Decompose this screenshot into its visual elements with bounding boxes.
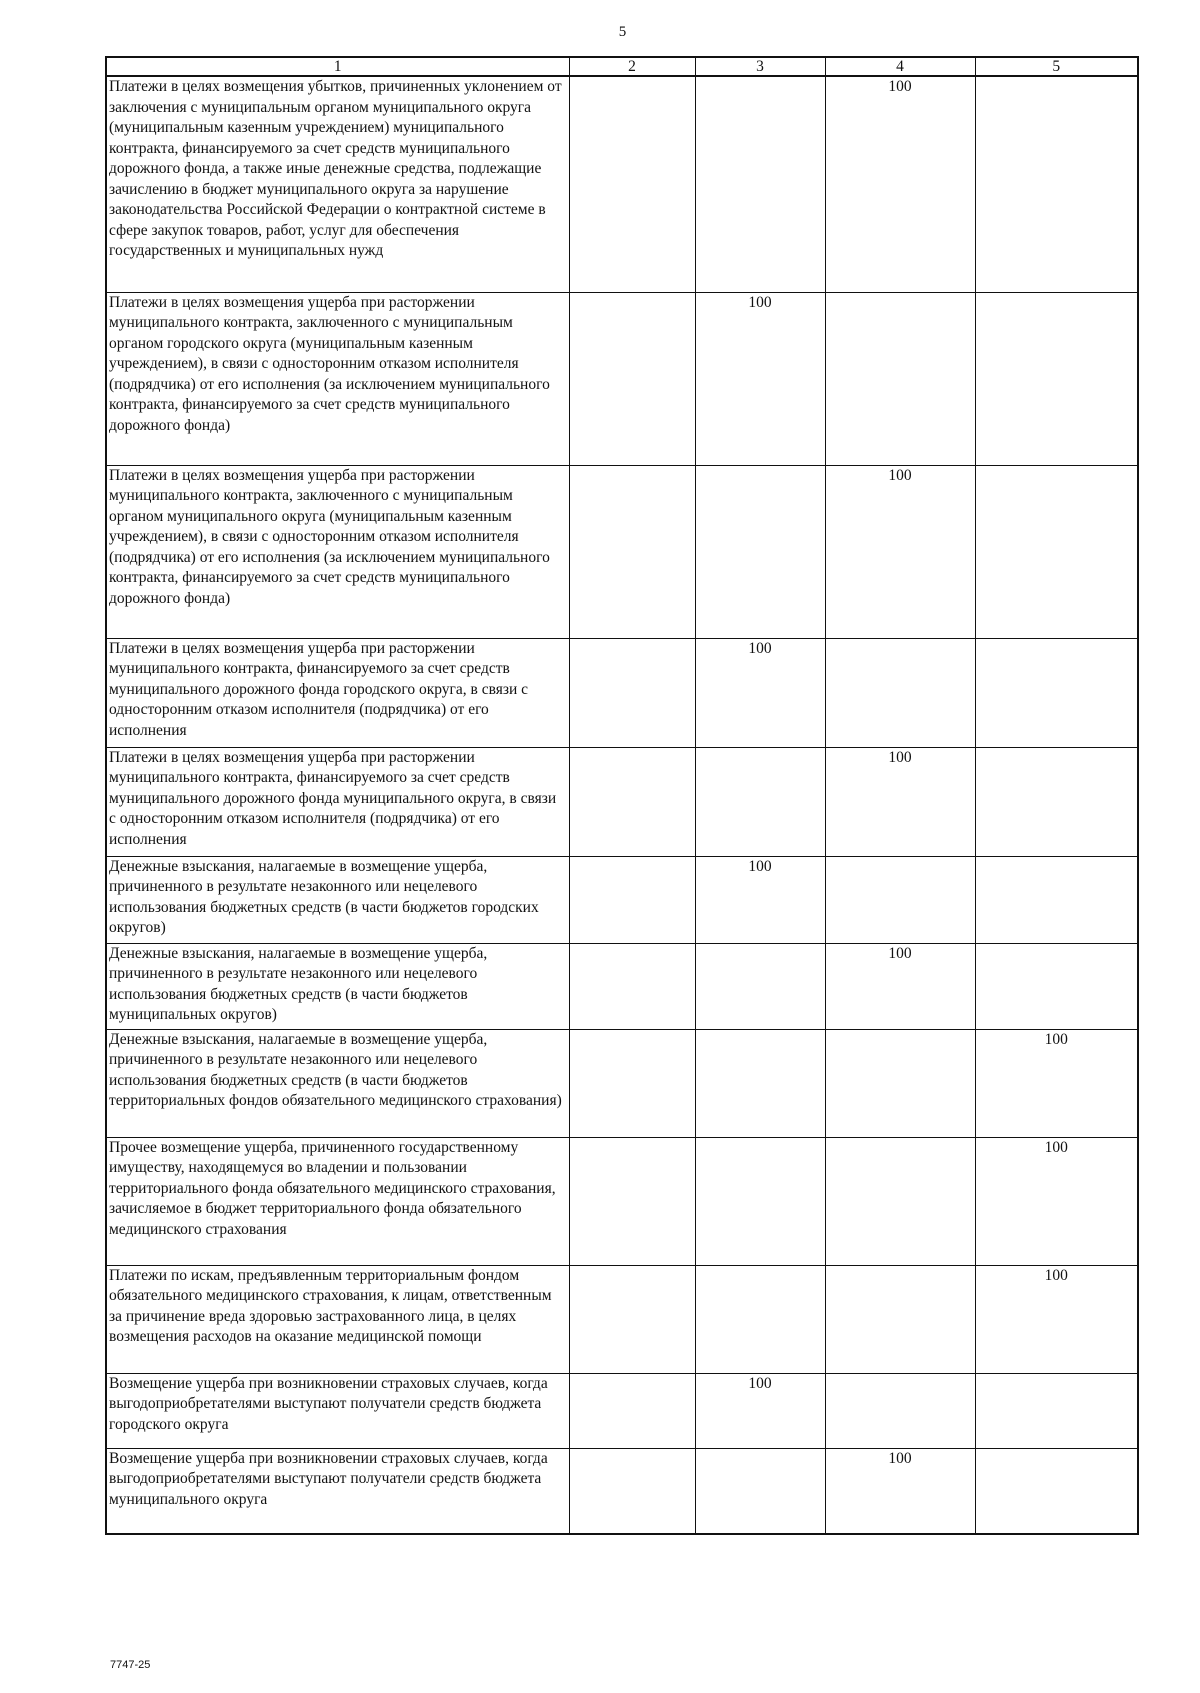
cell-col-3 <box>695 747 825 856</box>
cell-col-3: 100 <box>695 638 825 747</box>
row-description: Прочее возмещение ущерба, причиненного государственному имуществу, находящемуся во владении и пользовании территориального фонда обязательного медицинского страхования, зачисляемое в бюджет территориального фонда обязательного медицинского страхования <box>106 1137 569 1265</box>
cell-col-5 <box>975 747 1138 856</box>
cell-col-5 <box>975 1448 1138 1534</box>
page-number: 5 <box>618 24 627 40</box>
cell-col-5 <box>975 465 1138 638</box>
cell-col-4: 100 <box>825 943 975 1029</box>
cell-col-2 <box>569 638 695 747</box>
header-col-1: 1 <box>106 57 569 76</box>
row-description: Платежи в целях возмещения убытков, причиненных уклонением от заключения с муниципальным органом муниципального округа (муниципальным казенным учреждением) муниципального контракта, финансируемого за счет средств муниципального дорожного фонда, а также иные денежные средства, подлежащие зачислению в бюджет муниципального округа за нарушение законодательства Российской Федерации о контрактной системе в сфере закупок товаров, работ, услуг для обеспечения государственных и муниципальных нужд <box>106 76 569 292</box>
table-row <box>106 1137 1138 1265</box>
cell-col-5 <box>975 76 1138 292</box>
header-col-2: 2 <box>569 57 695 76</box>
table-row <box>106 943 1138 1029</box>
table-row <box>106 1448 1138 1534</box>
row-description: Денежные взыскания, налагаемые в возмещение ущерба, причиненного в результате незаконного или нецелевого использования бюджетных средств (в части бюджетов территориальных фондов обязательного медицинского страхования) <box>106 1029 569 1137</box>
header-col-5: 5 <box>975 57 1138 76</box>
cell-col-2 <box>569 1029 695 1137</box>
table-row <box>106 638 1138 747</box>
cell-col-3 <box>695 76 825 292</box>
table-row <box>106 1265 1138 1373</box>
cell-col-5 <box>975 1373 1138 1448</box>
cell-col-4 <box>825 1137 975 1265</box>
cell-col-2 <box>569 292 695 465</box>
table-row <box>106 465 1138 638</box>
cell-col-4: 100 <box>825 76 975 292</box>
cell-col-4: 100 <box>825 747 975 856</box>
row-description: Платежи в целях возмещения ущерба при расторжении муниципального контракта, заключенного с муниципальным органом городского округа (муниципальным казенным учреждением), в связи с односторонним отказом исполнителя (подрядчика) от его исполнения (за исключением муниципального контракта, финансируемого за счет средств муниципального дорожного фонда) <box>106 292 569 465</box>
row-description: Возмещение ущерба при возникновении страховых случаев, когда выгодоприобретателями выступают получатели средств бюджета городского округа <box>106 1373 569 1448</box>
header-col-3: 3 <box>695 57 825 76</box>
cell-col-4 <box>825 1029 975 1137</box>
row-description: Денежные взыскания, налагаемые в возмещение ущерба, причиненного в результате незаконного или нецелевого использования бюджетных средств (в части бюджетов городских округов) <box>106 856 569 943</box>
budget-revenue-table <box>105 56 1139 1535</box>
cell-col-5 <box>975 638 1138 747</box>
cell-col-4 <box>825 1265 975 1373</box>
cell-col-4 <box>825 638 975 747</box>
cell-col-3 <box>695 943 825 1029</box>
cell-col-2 <box>569 465 695 638</box>
table-row <box>106 76 1138 292</box>
cell-col-2 <box>569 1373 695 1448</box>
cell-col-5 <box>975 292 1138 465</box>
cell-col-2 <box>569 1448 695 1534</box>
cell-col-4 <box>825 292 975 465</box>
row-description: Платежи по искам, предъявленным территориальным фондом обязательного медицинского страхования, к лицам, ответственным за причинение вреда здоровью застрахованного лица, в целях возмещения расходов на оказание медицинской помощи <box>106 1265 569 1373</box>
cell-col-4: 100 <box>825 465 975 638</box>
cell-col-5: 100 <box>975 1137 1138 1265</box>
cell-col-3: 100 <box>695 292 825 465</box>
table-row <box>106 747 1138 856</box>
row-description: Платежи в целях возмещения ущерба при расторжении муниципального контракта, финансируемого за счет средств муниципального дорожного фонда городского округа, в связи с односторонним отказом исполнителя (подрядчика) от его исполнения <box>106 638 569 747</box>
cell-col-4: 100 <box>825 1448 975 1534</box>
cell-col-3: 100 <box>695 1373 825 1448</box>
cell-col-2 <box>569 1137 695 1265</box>
row-description: Платежи в целях возмещения ущерба при расторжении муниципального контракта, финансируемого за счет средств муниципального дорожного фонда муниципального округа, в связи с односторонним отказом исполнителя (подрядчика) от его исполнения <box>106 747 569 856</box>
header-row <box>106 57 1138 76</box>
cell-col-4 <box>825 856 975 943</box>
row-description: Денежные взыскания, налагаемые в возмещение ущерба, причиненного в результате незаконного или нецелевого использования бюджетных средств (в части бюджетов муниципальных округов) <box>106 943 569 1029</box>
header-col-4: 4 <box>825 57 975 76</box>
row-description: Платежи в целях возмещения ущерба при расторжении муниципального контракта, заключенного с муниципальным органом муниципального округа (муниципальным казенным учреждением), в связи с односторонним отказом исполнителя (подрядчика) от его исполнения (за исключением муниципального контракта, финансируемого за счет средств муниципального дорожного фонда) <box>106 465 569 638</box>
table-row <box>106 292 1138 465</box>
table-row <box>106 856 1138 943</box>
cell-col-2 <box>569 856 695 943</box>
cell-col-5 <box>975 943 1138 1029</box>
document-code: 7747-25 <box>110 1659 151 1671</box>
cell-col-3 <box>695 1265 825 1373</box>
cell-col-5: 100 <box>975 1029 1138 1137</box>
table-row <box>106 1373 1138 1448</box>
cell-col-2 <box>569 943 695 1029</box>
cell-col-2 <box>569 747 695 856</box>
cell-col-5: 100 <box>975 1265 1138 1373</box>
cell-col-3 <box>695 1029 825 1137</box>
cell-col-3 <box>695 465 825 638</box>
cell-col-3 <box>695 1448 825 1534</box>
cell-col-2 <box>569 76 695 292</box>
cell-col-4 <box>825 1373 975 1448</box>
row-description: Возмещение ущерба при возникновении страховых случаев, когда выгодоприобретателями выступают получатели средств бюджета муниципального округа <box>106 1448 569 1534</box>
cell-col-5 <box>975 856 1138 943</box>
cell-col-2 <box>569 1265 695 1373</box>
cell-col-3: 100 <box>695 856 825 943</box>
table-row <box>106 1029 1138 1137</box>
cell-col-3 <box>695 1137 825 1265</box>
